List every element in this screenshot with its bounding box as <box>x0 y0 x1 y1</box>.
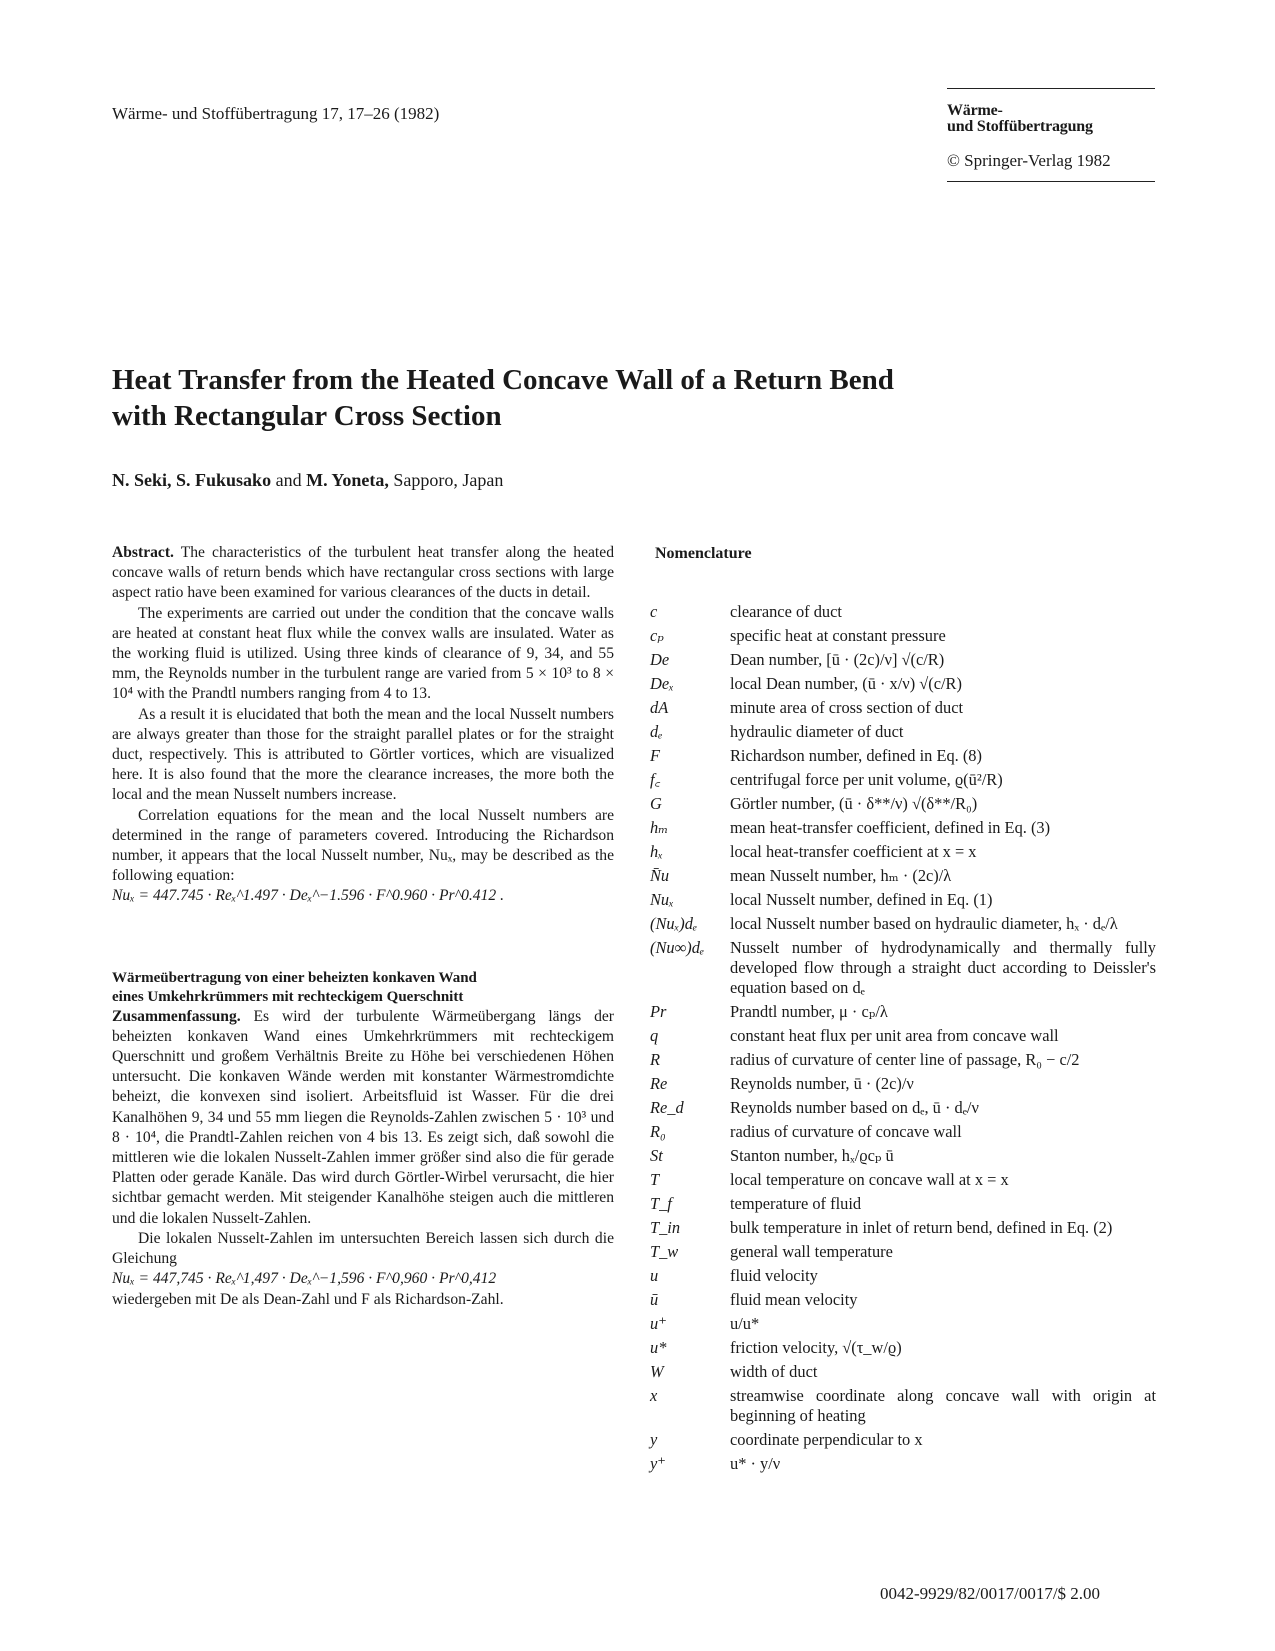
nomenclature-symbol: y <box>650 1430 658 1449</box>
nomenclature-symbol: T_w <box>650 1242 679 1261</box>
nomenclature-row <box>650 1170 1156 1190</box>
nomenclature-symbol: (Nu∞)dₑ <box>650 938 705 957</box>
nomenclature-definition: width of duct <box>730 1362 818 1381</box>
nomenclature-row <box>650 1242 1156 1262</box>
nomenclature-row <box>650 938 1156 998</box>
nomenclature-row <box>650 722 1156 742</box>
nomenclature-symbol: (Nuₓ)dₑ <box>650 914 698 933</box>
nomenclature-row <box>650 914 1156 934</box>
nomenclature-symbol: T_f <box>650 1194 672 1213</box>
nomenclature-symbol: F <box>650 746 661 765</box>
german-heading: Wärmeübertragung von einer beheizten konkaven Wand eines Umkehrkrümmers mit rechteckigem Querschnitt <box>112 969 477 1005</box>
nomenclature-row <box>650 1050 1156 1070</box>
german-equation: Nuₓ = 447,745 · Reₓ^1,497 · Deₓ^−1,596 · F^0,960 · Pr^0,412 <box>112 1270 497 1288</box>
nomenclature-definition: local temperature on concave wall at x = x <box>730 1170 1009 1189</box>
nomenclature-definition: Görtler number, (ū · δ**/ν) √(δ**/R₀) <box>730 794 978 813</box>
nomenclature-heading: Nomenclature <box>655 545 752 562</box>
nomenclature-row <box>650 1098 1156 1118</box>
nomenclature-symbol: St <box>650 1146 663 1165</box>
nomenclature-symbol: ū <box>650 1290 659 1309</box>
nomenclature-row <box>650 1026 1156 1046</box>
nomenclature-definition: Prandtl number, μ · cₚ/λ <box>730 1002 888 1021</box>
nomenclature-symbol: T_in <box>650 1218 681 1237</box>
nomenclature-definition: local heat-transfer coefficient at x = x <box>730 842 977 861</box>
nomenclature-symbol: q <box>650 1026 659 1045</box>
nomenclature-symbol: y⁺ <box>650 1454 666 1473</box>
nomenclature-symbol: Re_d <box>650 1098 684 1117</box>
nomenclature-row <box>650 746 1156 766</box>
nomenclature-symbol: T <box>650 1170 660 1189</box>
journal-name-line2: und Stoffübertragung <box>947 118 1093 135</box>
nomenclature-definition: Reynolds number, ū · (2c)/ν <box>730 1074 914 1093</box>
nomenclature-definition: mean Nusselt number, hₘ · (2c)/λ <box>730 866 952 885</box>
nomenclature-symbol: f꜀ <box>650 770 661 789</box>
nomenclature-definition: Stanton number, hₓ/ϱcₚ ū <box>730 1146 894 1165</box>
nomenclature-definition: radius of curvature of concave wall <box>730 1122 962 1141</box>
nomenclature-definition: friction velocity, √(τ_w/ϱ) <box>730 1338 902 1357</box>
nomenclature-symbol: R <box>650 1050 661 1069</box>
nomenclature-definition: mean heat-transfer coefficient, defined in Eq. (3) <box>730 818 1051 837</box>
nomenclature-symbol: W <box>650 1362 664 1381</box>
title-line-1: Heat Transfer from the Heated Concave Wall of a Return Bend <box>112 364 894 396</box>
nomenclature-definition: streamwise coordinate along concave wall with origin at beginning of heating <box>730 1386 1156 1425</box>
nomenclature-row <box>650 1362 1156 1382</box>
nomenclature-symbol: x <box>650 1386 658 1405</box>
nomenclature-row <box>650 674 1156 694</box>
title-line-2: with Rectangular Cross Section <box>112 400 502 432</box>
journal-citation: Wärme- und Stoffübertragung 17, 17–26 (1982) <box>112 104 440 123</box>
nomenclature-definition: general wall temperature <box>730 1242 893 1261</box>
nomenclature-symbol: c <box>650 602 658 621</box>
nomenclature-definition: Richardson number, defined in Eq. (8) <box>730 746 982 765</box>
nomenclature-list <box>650 602 1156 1478</box>
nomenclature-row <box>650 890 1156 910</box>
nomenclature-row <box>650 842 1156 862</box>
german-p1: Zusammenfassung. Es wird der turbulente Wärmeübergang längs der beheizten konkaven Wand eines Umkehrkrümmers mit rechteckigem Querschnitt und großem Verhältnis Breite zu Höhe bei verschiedenen Höhen untersucht. Die konkaven Wände werden mit konstanter Wärmestromdichte beheizt, die konvexen sind isoliert. Arbeitsfluid ist Wasser. Für die drei Kanalhöhen 9, 34 und 55 mm liegen die Reynolds-Zahlen zwischen 5 · 10³ und 8 · 10⁴, die Prandtl-Zahlen reichen von 4 bis 13. Es zeigt sich, daß sowohl die mittleren wie die lokalen Nusselt-Zahlen immer größer sind also die für gerade Platten oder gerade Kanäle. Das wird durch Görtler-Wirbel verursacht, die hier sichtbar gemacht werden. Mit steigender Kanalhöhe steigen auch die mittleren und die lokalen Nusselt-Zahlen. <box>112 1007 614 1227</box>
nomenclature-row <box>650 626 1156 646</box>
nomenclature-row <box>650 1218 1156 1238</box>
nomenclature-symbol: hₓ <box>650 842 663 861</box>
nomenclature-symbol: N̄u <box>650 866 670 885</box>
nomenclature-row <box>650 1290 1156 1310</box>
author-yoneta: M. Yoneta, <box>306 470 389 490</box>
abstract-p4: Correlation equations for the mean and the local Nusselt numbers are determined in the range of parameters covered. Introducing the Richardson number, it appears that the local Nusselt number, Nuₓ, may be described as the following equation: <box>112 806 614 885</box>
abstract-p2: The experiments are carried out under the condition that the concave walls are heated at constant heat flux while the convex walls are insulated. Water as the working fluid is utilized. Using three kinds of clearance of 9, 34, and 55 mm, the Reynolds number in the turbulent range are varied from 5 × 10³ to 8 × 10⁴ with the Prandtl numbers ranging from 4 to 13. <box>112 604 614 703</box>
nomenclature-definition: minute area of cross section of duct <box>730 698 964 717</box>
nomenclature-definition: hydraulic diameter of duct <box>730 722 904 741</box>
nomenclature-definition: local Nusselt number based on hydraulic diameter, hₓ · dₑ/λ <box>730 914 1118 933</box>
nomenclature-definition: Reynolds number based on dₑ, ū · dₑ/ν <box>730 1098 979 1117</box>
nomenclature-symbol: u* <box>650 1338 667 1357</box>
nomenclature-row <box>650 1338 1156 1358</box>
nomenclature-definition: fluid velocity <box>730 1266 818 1285</box>
nomenclature-symbol: Re <box>650 1074 668 1093</box>
paper-title <box>112 362 1012 434</box>
nomenclature-definition: u* · y/ν <box>730 1454 781 1473</box>
nomenclature-symbol: Pr <box>650 1002 667 1021</box>
nomenclature-row <box>650 1122 1156 1142</box>
nomenclature-definition: Dean number, [ū · (2c)/ν] √(c/R) <box>730 650 945 669</box>
copyright-notice: © Springer-Verlag 1982 <box>947 151 1111 170</box>
abstract-equation: Nuₓ = 447.745 · Reₓ^1.497 · Deₓ^−1.596 · F^0.960 · Pr^0.412 . <box>112 887 504 905</box>
author-conjunction: and <box>275 470 302 490</box>
german-label: Zusammenfassung. <box>112 1007 241 1025</box>
nomenclature-row <box>650 794 1156 814</box>
nomenclature-row <box>650 602 1156 622</box>
nomenclature-symbol: Deₓ <box>650 674 674 693</box>
nomenclature-symbol: Nuₓ <box>650 890 674 909</box>
issn-code: 0042-9929/82/0017/0017/$ 2.00 <box>880 1584 1101 1603</box>
abstract-p1: Abstract. The characteristics of the turbulent heat transfer along the heated concave walls of return bends which have rectangular cross sections with large aspect ratio have been examined for various clearances of the ducts in detail. <box>112 544 614 602</box>
german-p3: wiedergeben mit De als Dean-Zahl und F als Richardson-Zahl. <box>112 1290 504 1308</box>
nomenclature-row <box>650 1194 1156 1214</box>
nomenclature-row <box>650 1430 1156 1450</box>
journal-brand <box>947 88 1155 182</box>
nomenclature-definition: local Nusselt number, defined in Eq. (1) <box>730 890 993 909</box>
nomenclature-symbol: R₀ <box>650 1122 666 1141</box>
nomenclature-row <box>650 650 1156 670</box>
nomenclature-row <box>650 866 1156 886</box>
nomenclature-symbol: cₚ <box>650 626 664 645</box>
nomenclature-definition: centrifugal force per unit volume, ϱ(ū²/R) <box>730 770 1003 789</box>
journal-name-line1: Wärme- <box>947 102 1003 119</box>
nomenclature-row <box>650 1314 1156 1334</box>
author-seki: N. Seki, <box>112 470 172 490</box>
nomenclature-row <box>650 1074 1156 1094</box>
nomenclature-symbol: De <box>650 650 670 669</box>
nomenclature-symbol: dₑ <box>650 722 663 741</box>
author-fukusako: S. Fukusako <box>176 470 272 490</box>
nomenclature-definition: constant heat flux per unit area from concave wall <box>730 1026 1059 1045</box>
nomenclature-symbol: dA <box>650 698 669 717</box>
nomenclature-row <box>650 818 1156 838</box>
nomenclature-symbol: u⁺ <box>650 1314 667 1333</box>
abstract-p3: As a result it is elucidated that both the mean and the local Nusselt numbers are always greater than those for the straight parallel plates or for the straight duct, respectively. This is attributed to Görtler vortices, which are visualized here. It is also found that the more the clearance increases, the more both the local and the mean Nusselt numbers increase. <box>112 705 614 804</box>
nomenclature-row <box>650 1454 1156 1474</box>
author-affiliation: Sapporo, Japan <box>393 470 504 490</box>
nomenclature-definition: specific heat at constant pressure <box>730 626 946 645</box>
left-column <box>112 543 614 1310</box>
nomenclature-symbol: hₘ <box>650 818 669 837</box>
nomenclature-definition: radius of curvature of center line of passage, R₀ − c/2 <box>730 1050 1080 1069</box>
nomenclature-definition: coordinate perpendicular to x <box>730 1430 923 1449</box>
nomenclature-definition: clearance of duct <box>730 602 842 621</box>
nomenclature-row <box>650 698 1156 718</box>
nomenclature-row <box>650 1386 1156 1426</box>
nomenclature-symbol: u <box>650 1266 659 1285</box>
nomenclature-row <box>650 1002 1156 1022</box>
abstract-label: Abstract. <box>112 544 174 561</box>
nomenclature-definition: Nusselt number of hydrodynamically and thermally fully developed flow through a straight duct according to Deissler's equation based on dₑ <box>730 938 1156 997</box>
nomenclature-row <box>650 770 1156 790</box>
german-p2: Die lokalen Nusselt-Zahlen im untersuchten Bereich lassen sich durch die Gleichung <box>112 1229 614 1268</box>
nomenclature-row <box>650 1146 1156 1166</box>
author-line <box>112 470 503 491</box>
nomenclature-symbol: G <box>650 794 662 813</box>
nomenclature-definition: temperature of fluid <box>730 1194 862 1213</box>
nomenclature-row <box>650 1266 1156 1286</box>
nomenclature-definition: local Dean number, (ū · x/ν) √(c/R) <box>730 674 962 693</box>
nomenclature-definition: fluid mean velocity <box>730 1290 858 1309</box>
nomenclature-definition: u/u* <box>730 1314 760 1333</box>
nomenclature-definition: bulk temperature in inlet of return bend, defined in Eq. (2) <box>730 1218 1113 1237</box>
